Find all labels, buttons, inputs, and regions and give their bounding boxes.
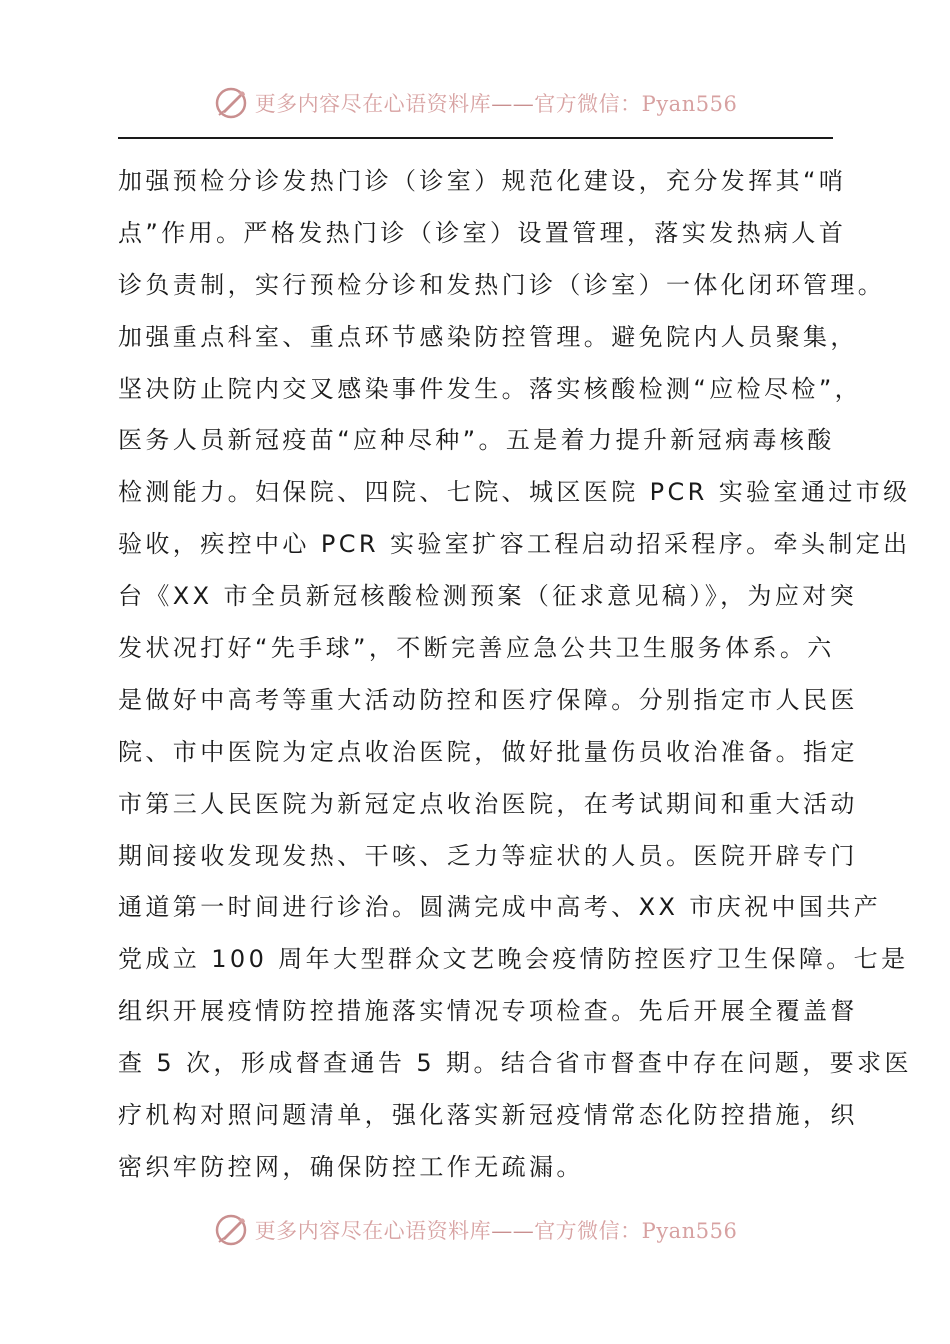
body-line: 通道第一时间进行诊治。圆满完成中高考、XX 市庆祝中国共产 [118,893,882,922]
body-line: 密织牢防控网，确保防控工作无疏漏。 [118,1152,584,1181]
body-line: 诊负责制，实行预检分诊和发热门诊（诊室）一体化闭环管理。 [118,270,886,299]
body-line: 党成立 100 周年大型群众文艺晚会疫情防控医疗卫生保障。七是 [118,945,909,974]
body-line: 加强重点科室、重点环节感染防控管理。避免院内人员聚集， [118,322,858,351]
document-body [118,156,912,1194]
header-banner [0,81,950,125]
footer-banner-dash: —— [491,1219,535,1243]
footer-banner [0,1208,950,1252]
body-line: 查 5 次，形成督查通告 5 期。结合省市督查中存在问题，要求医 [118,1049,912,1078]
body-line: 组织开展疫情防控措施落实情况专项检查。先后开展全覆盖督 [118,997,858,1026]
body-line: 院、市中医院为定点收治医院，做好批量伤员收治准备。指定 [118,737,858,766]
footer-banner-main: 更多内容尽在心语资料库 [254,1219,492,1243]
body-line: 检测能力。妇保院、四院、七院、城区医院 PCR 实验室通过市级 [118,478,911,507]
body-line: 是做好中高考等重大活动防控和医疗保障。分别指定市人民医 [118,685,858,714]
quill-pen-logo-icon [213,1212,249,1248]
body-line: 点”作用。严格发热门诊（诊室）设置管理，落实发热病人首 [118,218,847,247]
body-line: 疗机构对照问题清单，强化落实新冠疫情常态化防控措施，织 [118,1101,858,1130]
footer-banner-text [255,1215,738,1245]
body-line: 发状况打好“先手球”，不断完善应急公共卫生服务体系。六 [118,634,835,663]
header-banner-tail: 官方微信：Pyan556 [534,92,738,116]
footer-banner-tail: 官方微信：Pyan556 [534,1219,738,1243]
header-divider [118,137,833,139]
body-line: 台《XX 市全员新冠核酸检测预案（征求意见稿）》，为应对突 [118,582,858,611]
header-banner-dash: —— [491,92,535,116]
header-banner-main: 更多内容尽在心语资料库 [254,92,492,116]
header-banner-text [255,88,738,118]
body-line: 医务人员新冠疫苗“应种尽种”。五是着力提升新冠病毒核酸 [118,426,835,455]
quill-pen-logo-icon [213,85,249,121]
body-line: 期间接收发现发热、干咳、乏力等症状的人员。医院开辟专门 [118,841,858,870]
body-line: 加强预检分诊发热门诊（诊室）规范化建设，充分发挥其“哨 [118,167,847,195]
body-line: 市第三人民医院为新冠定点收治医院，在考试期间和重大活动 [118,789,858,818]
body-line: 验收，疾控中心 PCR 实验室扩容工程启动招采程序。牵头制定出 [118,530,911,559]
body-line: 坚决防止院内交叉感染事件发生。落实核酸检测“应检尽检”， [118,374,863,403]
